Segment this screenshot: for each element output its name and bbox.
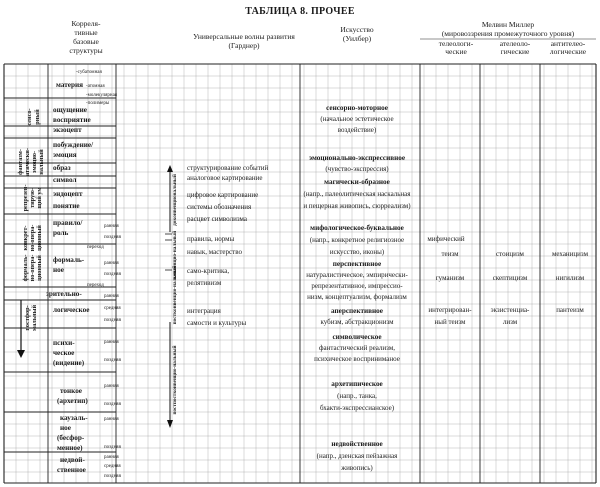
svg-text:постконвенцио-нальный: постконвенцио-нальный	[172, 265, 178, 325]
svg-text:поздняя: поздняя	[104, 474, 121, 479]
side-labels	[17, 108, 45, 358]
svg-text:конвенцио-нальный: конвенцио-нальный	[172, 230, 178, 280]
svg-text:(напр., дзенская пейзажная: (напр., дзенская пейзажная	[316, 452, 398, 460]
svg-text:психическое восприниманое: психическое восприниманое	[314, 355, 400, 363]
header-correlative	[69, 19, 102, 55]
svg-text:цифровое картирование: цифровое картирование	[187, 191, 259, 199]
svg-text:недвой-: недвой-	[60, 456, 85, 464]
svg-text:нальный: нальный	[38, 149, 45, 175]
svg-text:(чувство-экспрессия): (чувство-экспрессия)	[325, 165, 389, 173]
svg-text:-субатомная: -субатомная	[76, 70, 102, 75]
svg-text:логические: логические	[549, 47, 587, 56]
svg-text:ное: ное	[53, 266, 64, 274]
svg-text:(напр., танка,: (напр., танка,	[337, 392, 377, 400]
table-title: ТАБЛИЦА 8. ПРОЧЕЕ	[245, 6, 355, 17]
svg-text:эмоция: эмоция	[53, 151, 77, 159]
svg-text:воздействие): воздействие)	[337, 126, 377, 134]
svg-text:тонкое: тонкое	[60, 387, 83, 395]
svg-text:логическое: логическое	[53, 306, 90, 314]
svg-text:(бесфор-: (бесфор-	[57, 434, 85, 442]
svg-text:щий ум: щий ум	[36, 187, 43, 209]
svg-text:ранняя: ранняя	[104, 294, 119, 299]
header-wilber	[340, 25, 373, 43]
svg-text:системы обозначения: системы обозначения	[187, 203, 252, 211]
svg-text:но-опера-: но-опера-	[29, 254, 36, 282]
svg-text:средняя: средняя	[104, 464, 121, 469]
svg-text:ранняя: ранняя	[104, 224, 119, 229]
svg-text:поздняя: поздняя	[104, 235, 121, 240]
svg-text:(Гарднер): (Гарднер)	[228, 41, 260, 50]
svg-text:формаль-: формаль-	[22, 254, 29, 282]
svg-text:(напр., конкретное религиозное: (напр., конкретное религиозное	[309, 236, 405, 244]
svg-text:ранняя: ранняя	[104, 261, 119, 266]
svg-text:роль: роль	[53, 229, 69, 237]
svg-text:самости и культуры: самости и культуры	[187, 319, 247, 327]
svg-text:-молекулярная: -молекулярная	[86, 93, 118, 98]
svg-text:структурирование событий: структурирование событий	[187, 164, 269, 172]
svg-text:менное): менное)	[57, 444, 83, 452]
svg-text:но-опера-: но-опера-	[29, 224, 36, 252]
svg-text:мифический: мифический	[427, 235, 465, 243]
svg-text:структуры: структуры	[69, 46, 103, 55]
gardner-vertical-labels	[165, 165, 178, 428]
header-gardner	[193, 32, 295, 50]
svg-text:Мелвин Миллер: Мелвин Миллер	[481, 20, 535, 29]
svg-text:искусство, иконы): искусство, иконы)	[329, 248, 385, 256]
svg-text:перспективное: перспективное	[332, 260, 382, 268]
svg-text:навык, мастерство: навык, мастерство	[187, 248, 242, 256]
svg-text:средняя: средняя	[104, 306, 121, 311]
svg-text:постпостконвенцио-нальный: постпостконвенцио-нальный	[172, 345, 178, 415]
svg-text:ный теизм: ный теизм	[434, 318, 466, 326]
svg-text:экзистенциа-: экзистенциа-	[490, 306, 530, 314]
svg-text:и пещерная живопись, сюрреализ: и пещерная живопись, сюрреализм)	[303, 202, 411, 210]
svg-text:формаль-: формаль-	[53, 256, 85, 264]
svg-text:антителео-: антителео-	[550, 39, 586, 48]
svg-text:побуждение/: побуждение/	[53, 141, 94, 149]
svg-text:магически-образное: магически-образное	[324, 178, 390, 186]
svg-text:символ: символ	[53, 176, 77, 184]
svg-text:ранняя: ранняя	[104, 417, 119, 422]
svg-text:мифологическое-буквальное: мифологическое-буквальное	[310, 224, 404, 232]
svg-text:ное: ное	[60, 424, 71, 432]
svg-text:само-критика,: само-критика,	[187, 267, 230, 275]
svg-text:символическое: символическое	[332, 333, 382, 341]
svg-text:эндоцепт: эндоцепт	[53, 190, 83, 198]
svg-text:теизм: теизм	[441, 250, 459, 258]
wilber-column	[303, 104, 411, 472]
svg-text:расцвет символизма: расцвет символизма	[187, 215, 247, 223]
svg-text:ощущение: ощущение	[53, 106, 87, 114]
svg-text:зрительно-: зрительно-	[46, 290, 82, 298]
svg-text:эмоционально-экспрессивное: эмоционально-экспрессивное	[308, 154, 406, 162]
svg-text:(напр., палеолитическая наскал: (напр., палеолитическая наскальная	[303, 190, 411, 198]
svg-text:постфор-: постфор-	[24, 305, 31, 331]
svg-text:Корреля-: Корреля-	[71, 19, 101, 28]
svg-text:ционный: ционный	[36, 225, 43, 251]
svg-text:-полимеры: -полимеры	[86, 101, 110, 106]
svg-text:правило/: правило/	[53, 219, 83, 227]
svg-text:ственное: ственное	[57, 466, 86, 474]
svg-text:доконвенциональный: доконвенциональный	[172, 174, 178, 226]
svg-text:низм, концептуализм, формализм: низм, концептуализм, формализм	[307, 293, 407, 301]
svg-text:психи-: психи-	[53, 339, 75, 347]
svg-text:поздняя: поздняя	[104, 402, 121, 407]
svg-text:репрезен-: репрезен-	[22, 184, 29, 212]
svg-text:интегрирован-: интегрирован-	[428, 306, 472, 314]
svg-text:релятивизм: релятивизм	[187, 279, 222, 287]
gardner-column	[187, 164, 269, 327]
svg-text:конкрет-: конкрет-	[22, 225, 29, 251]
svg-text:каузаль-: каузаль-	[60, 414, 88, 422]
svg-text:ческое: ческое	[53, 349, 75, 357]
svg-text:тирую-: тирую-	[29, 188, 36, 208]
svg-text:ранняя: ранняя	[104, 455, 119, 460]
svg-text:(мировоззрения промежуточного: (мировоззрения промежуточного уровня)	[441, 29, 575, 38]
svg-text:поздняя: поздняя	[104, 272, 121, 277]
svg-text:переход: переход	[87, 245, 104, 250]
svg-text:ранняя: ранняя	[104, 384, 119, 389]
svg-text:интеграция: интеграция	[187, 307, 221, 315]
svg-text:(архетип): (архетип)	[57, 397, 88, 405]
svg-text:базовые: базовые	[73, 37, 99, 46]
svg-text:образ: образ	[53, 164, 71, 172]
svg-text:ателеоло-: ателеоло-	[499, 39, 531, 48]
svg-text:экзоцепт: экзоцепт	[53, 126, 82, 134]
svg-text:материя: материя	[56, 81, 84, 89]
svg-text:нигилизм: нигилизм	[555, 274, 585, 282]
svg-text:архетипическое: архетипическое	[331, 380, 383, 388]
svg-text:(видение): (видение)	[53, 359, 85, 367]
svg-text:фантастический реализм,: фантастический реализм,	[318, 344, 396, 352]
svg-text:переход: переход	[87, 283, 104, 288]
svg-text:поздняя: поздняя	[104, 358, 121, 363]
svg-text:сенсорно-моторное: сенсорно-моторное	[326, 104, 388, 112]
svg-text:аперспективное: аперспективное	[331, 307, 383, 315]
svg-text:гуманизм: гуманизм	[435, 274, 465, 282]
svg-text:тивные: тивные	[74, 28, 98, 37]
svg-text:механицизм: механицизм	[551, 250, 589, 258]
svg-text:сенсо-: сенсо-	[26, 108, 33, 126]
svg-text:поздняя: поздняя	[104, 318, 121, 323]
svg-text:восприятие: восприятие	[53, 116, 91, 124]
svg-text:живопись): живопись)	[341, 464, 373, 472]
svg-text:рный: рный	[34, 109, 41, 125]
svg-text:поздняя: поздняя	[104, 445, 121, 450]
svg-text:аналоговое картирование: аналоговое картирование	[187, 174, 263, 182]
svg-text:телеологи-: телеологи-	[438, 39, 474, 48]
svg-text:ческие: ческие	[445, 47, 467, 56]
svg-text:(начальное эстетическое: (начальное эстетическое	[320, 115, 394, 123]
svg-text:натуралистическое, эмпирически: натуралистическое, эмпирически-	[306, 271, 408, 279]
svg-text:(Уилбер): (Уилбер)	[342, 34, 372, 43]
svg-text:гические: гические	[500, 47, 530, 56]
svg-text:Универсальные волны развития: Универсальные волны развития	[193, 32, 295, 41]
svg-text:кубизм, абстракционизм: кубизм, абстракционизм	[320, 318, 394, 326]
svg-text:пантеизм: пантеизм	[556, 306, 584, 314]
svg-text:недвойственное: недвойственное	[331, 440, 383, 448]
svg-text:стоицизм: стоицизм	[496, 250, 524, 258]
svg-text:атически-: атически-	[24, 148, 31, 176]
svg-text:скептицизм: скептицизм	[492, 274, 528, 282]
svg-text:мальный: мальный	[31, 304, 38, 332]
svg-text:ционный: ционный	[36, 255, 43, 281]
svg-text:бхакти-экспрессианское): бхакти-экспрессианское)	[319, 404, 395, 412]
svg-text:понятие: понятие	[53, 202, 80, 210]
svg-text:репрезентативное, импрессио-: репрезентативное, импрессио-	[311, 282, 403, 290]
svg-text:фантазм-: фантазм-	[17, 149, 24, 175]
header-miller	[420, 20, 596, 56]
svg-text:Искусство: Искусство	[340, 25, 374, 34]
svg-text:-атомная: -атомная	[86, 84, 105, 89]
svg-text:эмоцио-: эмоцио-	[31, 150, 38, 174]
svg-text:лизм: лизм	[502, 318, 518, 326]
svg-text:ранняя: ранняя	[104, 340, 119, 345]
svg-text:правила, нормы: правила, нормы	[187, 235, 235, 243]
